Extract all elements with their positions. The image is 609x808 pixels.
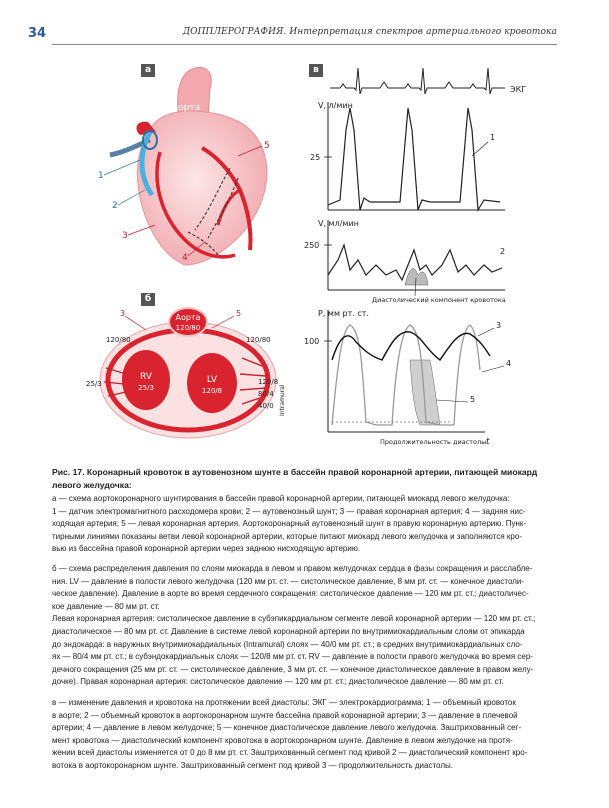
label-3: 3	[122, 231, 128, 241]
p-axis-label: P, мм рт. ст.	[318, 309, 369, 318]
v1-tick: 25	[310, 153, 321, 162]
panel-b-pressure-diagram	[80, 308, 305, 448]
label-5-b: 5	[236, 309, 242, 318]
p-leader-5	[436, 400, 468, 402]
caption-c-line: в — изменение давления и кровотока на протяжении всей диастолы: ЭКГ — электрокардиограмма; 1 — объемный кровоток	[52, 698, 516, 707]
p-label-4: 4	[506, 359, 512, 368]
aortic-flow-curve	[328, 108, 500, 210]
p-leader-3	[478, 328, 494, 336]
p-tick: 100	[304, 337, 320, 346]
v2-note: Диастолический компонент кровотока	[372, 296, 506, 304]
caption-c-line: мент кровотока — диастолический компонент кровотока в аортокоронарном шунте. Давление в левом желудочке на протя-	[52, 735, 513, 745]
v2-axis-label: V, мл/мин	[318, 219, 359, 228]
caption-b-line: кое давление — 80 мм рт. ст.	[52, 601, 160, 611]
caption-a-line: а — схема аортокоронарного шунтирования в бассейн правой коронарной артерии, питающей миокард левого желудочка:	[52, 494, 510, 503]
p-label-5: 5	[470, 395, 476, 404]
caption-a-line: тирными линиями показаны ветви левой коронарной артерии, которые питают миокард левого желудочка и заполняются кро-	[52, 531, 522, 541]
label-5: 5	[264, 141, 270, 151]
caption-section-a	[52, 493, 557, 556]
caption-c-line: вотока в аортокоронарном шунте. Заштрихованный сегмент под кривой 3 — продолжительность диастолы.	[52, 760, 453, 770]
panel-letter-b: б	[141, 293, 155, 306]
leader-3-b	[125, 316, 146, 330]
caption-title: Рис. 17. Коронарный кровоток в аутовенозном шунте в бассейн правой коронарной артерии, питающей миокард левого желудочка:	[52, 467, 538, 490]
layer-1-pressure: 120/8	[258, 378, 279, 386]
rv-label: RV	[140, 372, 152, 382]
p-label-3: 3	[496, 321, 502, 330]
leader-1	[104, 160, 140, 175]
layer-3-pressure: 40/0	[258, 402, 274, 410]
caption-a-line: ходящая артерия; 5 — левая коронарная артерия. Аортокоронарный аутовенозный шунт в правую коронарную артерию. Пунк-	[52, 519, 527, 529]
label-4: 4	[182, 253, 188, 263]
v1-axis-label: V, л/мин	[318, 101, 353, 110]
caption-b-line: диастолическое — 80 мм рт. ст. Давление в системе левой коронарной артерии по внутримиокардиальным слоям от эпикарда	[52, 626, 525, 636]
caption-b-line: Левая коронарная артерия: систолическое давление в субэпикардиальном сегменте левой коронарной артерии — 120 мм рт. ст.;	[52, 614, 536, 624]
t-label: t	[486, 437, 490, 447]
running-head: ДОППЛЕРОГРАФИЯ. Интерпретация спектров артериального кровотока	[182, 27, 557, 37]
lv-pressure: 120/8	[201, 387, 223, 395]
caption-b-line: б — схема распределения давления по слоям миокарда в левом и правом желудочках сердца в фазы сокращения и расслабле-	[52, 564, 533, 573]
label-1: 1	[98, 171, 104, 181]
caption-section-b	[52, 563, 557, 689]
right-top-pressure: 120/80	[246, 336, 271, 344]
caption-c-line: артерии; 4 — давление в левом желудочке; 5 — конечное диастолическое давление левого желудочка. Заштрихованный сег-	[52, 723, 522, 733]
caption-b-line: дечного сокращения (25 мм рт. ст. — систолическое давление, 3 мм рт. ст. — конечное диастолическое давление в правом желу-	[52, 664, 534, 674]
v2-curve-label: 2	[500, 247, 506, 256]
brachial-pressure-curve	[332, 332, 490, 360]
caption-b-line: до эндокарда: в наружных внутримиокардиальных (Intramural) слоях — 40/0 мм рт. ст.; в средних внутримиокардиальных сло-	[52, 639, 523, 649]
lv-label: LV	[206, 375, 218, 385]
caption-b-line: дочке). Правая коронарная артерия: систолическое давление — 120 мм рт. ст.; диастолическое давление — 80 мм рт. ст.	[52, 677, 504, 687]
p-leader-4	[482, 366, 504, 372]
left-top-pressure: 120/80	[106, 336, 131, 344]
caption-a-line: 1 — датчик электромагнитного расходомера крови; 2 — аутовенозный шунт; 3 — правая коронарная артерия; 4 — задняя нис-	[52, 506, 526, 516]
panel-c-curves	[304, 60, 550, 450]
v2-hatched-segment	[405, 268, 428, 285]
ecg-label: ЭКГ	[510, 85, 527, 94]
v2-tick: 250	[304, 241, 320, 250]
p-x-label: Продолжительность диастолы	[380, 438, 487, 446]
caption-b-line: ния. LV — давление в полости левого желудочка (120 мм рт. ст. — систолическое давление, 8 мм рт. ст. — конечное диастоли-	[52, 576, 525, 586]
caption-b-line: ческое давление). Давление в аорте во время сердечного сокращения: систолическое давление — 120 мм рт. ст.; диастоличес-	[52, 589, 529, 599]
rv-pressure: 25/3	[138, 384, 154, 392]
caption-c-line: в аорте; 2 — объемный кровоток в аортокоронарном шунте бассейна правой коронарной артерии; 3 — давление в плечевой	[52, 710, 518, 720]
left-side-pressure: 25/3	[86, 380, 102, 388]
label-2: 2	[112, 201, 118, 211]
v1-leader	[472, 142, 488, 156]
caption-a-line: вью из бассейна правой коронарной артерии через заднюю нисходящую артерию.	[52, 544, 361, 554]
figure-caption	[52, 466, 557, 492]
aorta-label: Аорта	[172, 103, 201, 113]
intramural-label: Intramural	[279, 384, 286, 416]
caption-section-c	[52, 697, 557, 773]
panel-letter-c: в	[309, 64, 323, 77]
panel-a-heart-diagram	[90, 60, 310, 280]
caption-c-line: жении всей диастолы изменяется от 0 до 8 мм рт. ст. Заштрихованный сегмент под кривой 2 — диастолический компонент кро-	[52, 748, 528, 758]
v1-curve-label: 1	[490, 133, 496, 142]
aorta-label-b: Аорта	[175, 313, 201, 322]
label-3-b: 3	[120, 309, 126, 318]
ecg-trace	[330, 68, 505, 94]
aorta-pressure: 120/80	[175, 324, 201, 332]
layer-2-pressure: 80/4	[258, 390, 274, 398]
panel-letter-a: а	[141, 64, 155, 77]
caption-b-line: ях — 80/4 мм рт. ст.; в субэндокардиальных слоях — 120/8 мм рт. ст. RV — давление в полости правого желудочка во время сер-	[52, 652, 533, 662]
page-number: 34	[28, 26, 47, 41]
